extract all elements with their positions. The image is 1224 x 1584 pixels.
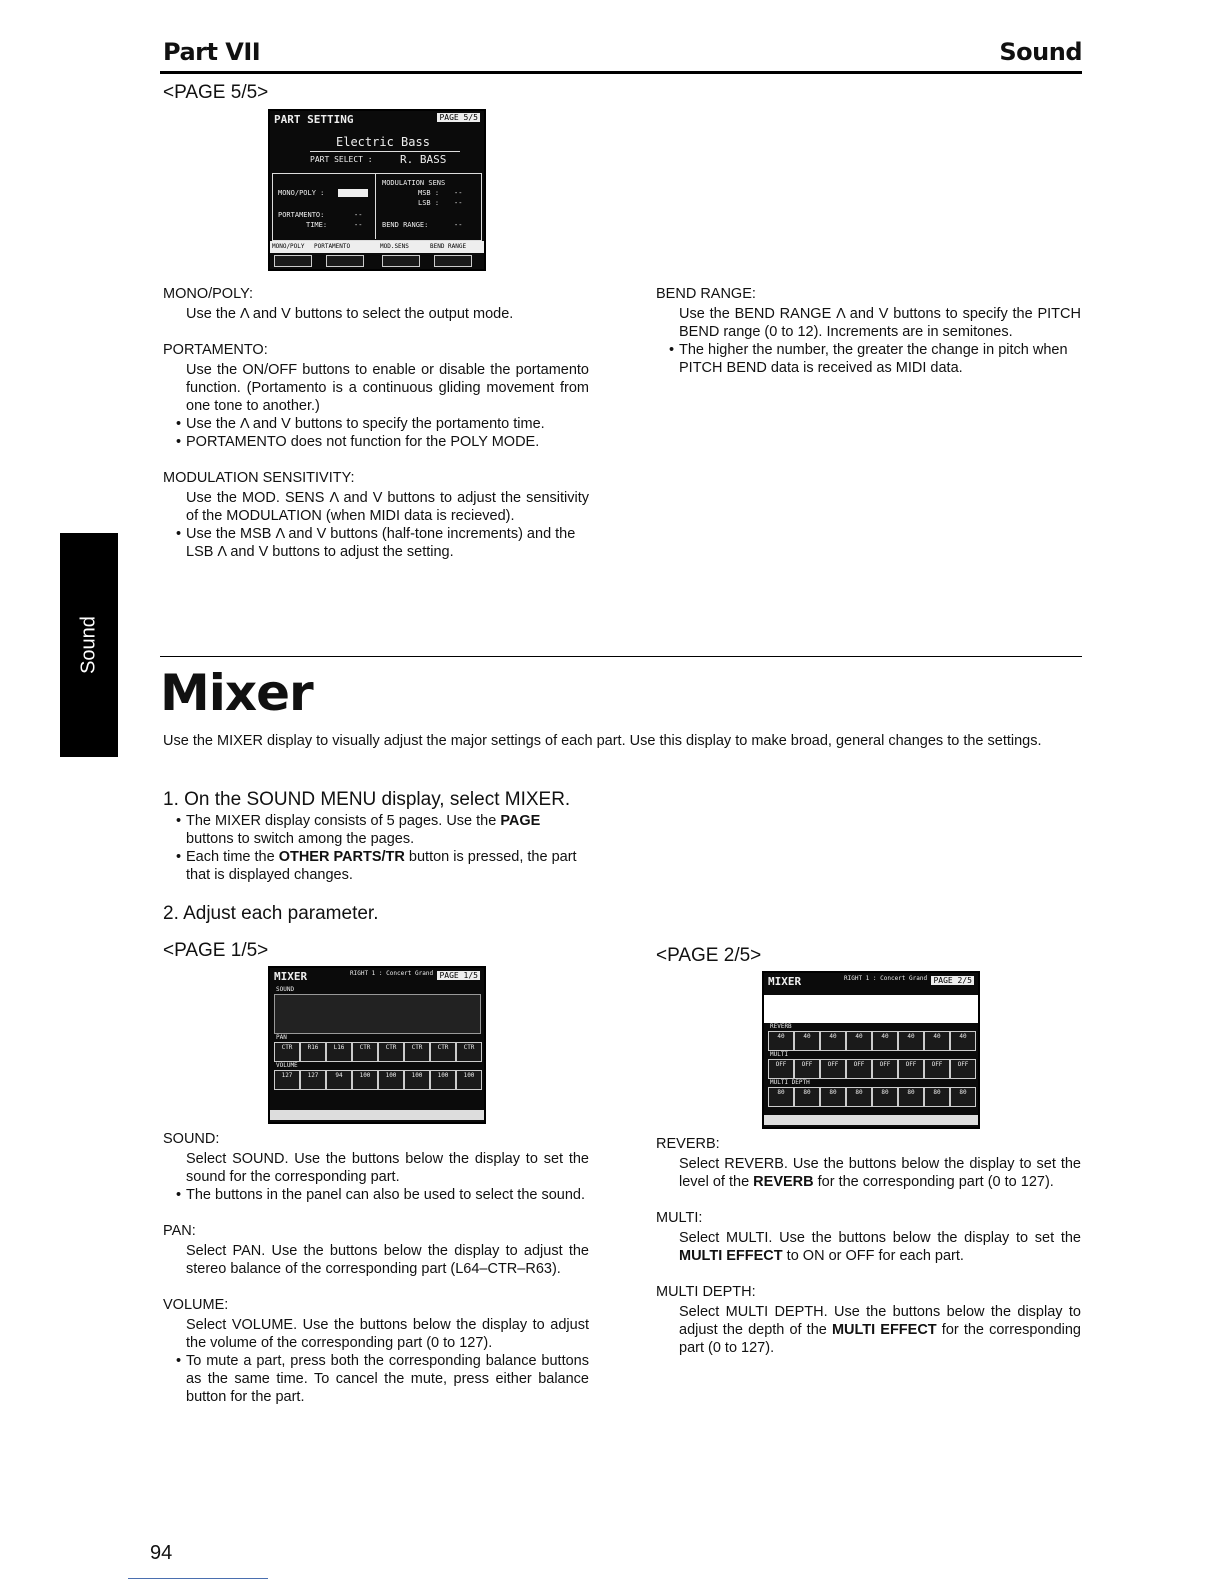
multi-text-post: to ON or OFF for each part. <box>782 1248 964 1264</box>
lcd2-reverb-value: 40 <box>803 1033 811 1040</box>
multi-text-bold: MULTI EFFECT <box>679 1248 783 1264</box>
lcd2-depth-cell <box>846 1087 872 1107</box>
lcd2-sub: RIGHT 1 : Concert Grand <box>844 975 928 982</box>
pan-text: Select PAN. Use the buttons below the display to adjust the stereo balance of the corresponding part (L64–CTR–R63). <box>186 1243 589 1277</box>
lcd1-volume-value: 100 <box>385 1072 397 1079</box>
multi-text-pre: Select MULTI. Use the buttons below the display to set the <box>679 1230 1081 1246</box>
steps <box>163 788 589 926</box>
step-1-bullet-2-tail: button is pressed, the part that is displayed changes. <box>186 849 577 883</box>
lcd2-reverb-cell <box>924 1031 950 1051</box>
lcd-divider <box>375 173 376 239</box>
part-heading: Part VII <box>163 38 261 66</box>
lcd-msb-value: -- <box>454 189 463 197</box>
lcd1-volume-cell <box>378 1070 404 1090</box>
side-tab <box>60 533 118 757</box>
lcd2-footer <box>764 1115 978 1125</box>
portamento-bullet-2: • PORTAMENTO does not function for the POLY MODE. <box>163 433 589 451</box>
pan-heading: PAN: <box>163 1223 196 1239</box>
bend-range-text: Use the BEND RANGE Λ and V buttons to specify the PITCH BEND range (0 to 12). Increments are in semitones. <box>679 306 1081 340</box>
step-1-bullet-1-text: The MIXER display consists of 5 pages. Use the <box>186 813 501 829</box>
lcd2-reverb-cell <box>950 1031 976 1051</box>
lcd-sound-name: Electric Bass <box>336 135 430 149</box>
lcd2-multi-cell <box>898 1059 924 1079</box>
mixer-title: Mixer <box>160 664 313 722</box>
lcd2-multi-cell <box>924 1059 950 1079</box>
lcd1-volume-cell <box>430 1070 456 1090</box>
lcd-bend-value: -- <box>454 221 463 229</box>
header-rule <box>160 71 1082 74</box>
lcd1-volume-value: 100 <box>463 1072 475 1079</box>
lcd2-multi-value: OFF <box>853 1061 865 1068</box>
lcd2-multi-cell <box>768 1059 794 1079</box>
lcd-footer-1: MONO/POLY <box>272 243 305 250</box>
multi-text <box>656 1229 1081 1265</box>
lcd-time-value: -- <box>354 221 363 229</box>
lcd-mod-sens: MODULATION SENS <box>382 179 446 187</box>
mixer-intro: Use the MIXER display to visually adjust the major settings of each part. Use this display to make broad, general changes to the settings. <box>163 733 1042 749</box>
step-2: 2. Adjust each parameter. <box>163 903 379 924</box>
step-1-bullet-2-text: Each time the <box>186 849 279 865</box>
sound-bullet-1: • The buttons in the panel can also be used to select the sound. <box>163 1186 589 1204</box>
lcd2-depth-value: 80 <box>855 1089 863 1096</box>
lcd2-depth-value: 80 <box>907 1089 915 1096</box>
lcd1-pan-value: CTR <box>463 1044 475 1051</box>
lcd2-depth-value: 80 <box>829 1089 837 1096</box>
page-number: 94 <box>150 1542 173 1564</box>
lcd1-volume-value: 100 <box>359 1072 371 1079</box>
lcd1-section-pan: PAN <box>276 1034 287 1041</box>
lcd1-volume-cell <box>274 1070 300 1090</box>
page-2-label: <PAGE 2/5> <box>656 945 762 966</box>
lcd1-volume-cell <box>352 1070 378 1090</box>
step-1-bullet-2-bold: OTHER PARTS/TR <box>278 849 405 865</box>
portamento-bullet-1: • Use the Λ and V buttons to specify the portamento time. <box>163 415 589 433</box>
lcd2-reverb-value: 40 <box>933 1033 941 1040</box>
mod-sens-bullet-1: • Use the MSB Λ and V buttons (half-tone increments) and the LSB Λ and V buttons to adjust the setting. <box>163 525 589 561</box>
lcd2-depth-cell <box>820 1087 846 1107</box>
lcd2-depth-cell <box>950 1087 976 1107</box>
lcd2-multi-value: OFF <box>905 1061 917 1068</box>
reverb-heading: REVERB: <box>656 1136 720 1152</box>
volume-heading: VOLUME: <box>163 1297 229 1313</box>
mod-sens-heading: MODULATION SENSITIVITY: <box>163 470 355 486</box>
lcd2-multi-cell <box>794 1059 820 1079</box>
lcd1-pan-value: CTR <box>281 1044 293 1051</box>
sound-text: Select SOUND. Use the buttons below the display to set the sound for the corresponding part. <box>186 1151 589 1185</box>
step-1: 1. On the SOUND MENU display, select MIXER. <box>163 789 571 810</box>
multi-heading: MULTI: <box>656 1210 703 1226</box>
lcd-footer-4: BEND RANGE <box>430 243 467 250</box>
page-5-label: <PAGE 5/5> <box>163 82 269 103</box>
lcd-title: PART SETTING <box>274 113 354 126</box>
lcd2-reverb-value: 40 <box>881 1033 889 1040</box>
lcd1-pan-cell <box>430 1042 456 1062</box>
lcd1-volume-cell <box>326 1070 352 1090</box>
lcd2-reverb-cell <box>794 1031 820 1051</box>
step-1-bullet-1-tail: buttons to switch among the pages. <box>186 831 415 847</box>
multi-depth-text-post: for the corresponding part (0 to 127). <box>679 1322 1081 1356</box>
bend-range-bullet-1: • The higher the number, the greater the change in pitch when PITCH BEND data is received as MIDI data. <box>656 341 1081 377</box>
lcd1-pan-cell <box>274 1042 300 1062</box>
lcd2-multi-value: OFF <box>879 1061 891 1068</box>
lcd1-sound-list <box>274 994 481 1034</box>
lcd-footer-3: MOD.SENS <box>380 243 409 250</box>
lcd2-depth-cell <box>794 1087 820 1107</box>
lcd1-pan-value: CTR <box>385 1044 397 1051</box>
lcd1-page: PAGE 1/5 <box>439 971 478 980</box>
lcd-part-select: PART SELECT : <box>310 155 373 164</box>
lcd2-multi-value: OFF <box>775 1061 787 1068</box>
portamento-text: Use the ON/OFF buttons to enable or disable the portamento function. (Portamento is a continuous gliding movement from one tone to another.) <box>186 362 589 414</box>
lcd2-multi-cell <box>950 1059 976 1079</box>
lcd2-depth-value: 80 <box>933 1089 941 1096</box>
mod-sens-text: Use the MOD. SENS Λ and V buttons to adjust the sensitivity of the MODULATION (when MIDI data is recieved). <box>186 490 589 524</box>
lcd2-depth-cell <box>768 1087 794 1107</box>
lcd1-volume-cell <box>404 1070 430 1090</box>
side-tab-label: Sound <box>77 616 100 674</box>
lcd1-pan-value: CTR <box>437 1044 449 1051</box>
multi-depth-text-bold: MULTI EFFECT <box>831 1322 937 1338</box>
volume-text: Select VOLUME. Use the buttons below the display to adjust the volume of the corresponding part (0 to 127). <box>186 1317 589 1351</box>
mono-poly-heading: MONO/POLY: <box>163 286 253 302</box>
lcd1-volume-value: 127 <box>307 1072 319 1079</box>
lcd1-footer <box>270 1110 484 1120</box>
step-1-bullet-1-bold: PAGE <box>500 813 541 829</box>
lcd2-section-multi: MULTI <box>770 1051 789 1058</box>
multi-depth-heading: MULTI DEPTH: <box>656 1284 756 1300</box>
footer-link-rule <box>128 1578 268 1579</box>
lcd-portamento-value: -- <box>354 211 363 219</box>
section-heading: Sound <box>999 38 1082 66</box>
lcd1-sub: RIGHT 1 : Concert Grand <box>350 970 434 977</box>
lcd2-multi-cell <box>846 1059 872 1079</box>
lcd-button-4 <box>434 255 472 267</box>
top-right-column <box>656 285 1081 395</box>
lcd-page: PAGE 5/5 <box>439 113 478 122</box>
lcd1-volume-cell <box>456 1070 482 1090</box>
lcd-lsb-value: -- <box>454 199 463 207</box>
lcd-param-box <box>272 173 482 241</box>
lcd-time: TIME: <box>306 221 328 229</box>
lcd1-volume-value: 100 <box>411 1072 423 1079</box>
lcd2-title: MIXER <box>768 975 802 988</box>
lcd-footer-2: PORTAMENTO <box>314 243 351 250</box>
lcd2-reverb-value: 40 <box>959 1033 967 1040</box>
step-1-bullet-2 <box>163 848 589 884</box>
mixer-page-2-display <box>762 971 980 1129</box>
mixer-rule <box>160 656 1082 657</box>
lcd-part-value: R. BASS <box>400 153 447 166</box>
lcd-lsb: LSB : <box>418 199 440 207</box>
mono-poly-text: Use the Λ and V buttons to select the output mode. <box>186 306 514 322</box>
lcd2-page: PAGE 2/5 <box>933 976 972 985</box>
lcd2-depth-cell <box>924 1087 950 1107</box>
lcd1-pan-cell <box>404 1042 430 1062</box>
sound-heading: SOUND: <box>163 1131 220 1147</box>
lcd1-section-volume: VOLUME <box>276 1062 298 1069</box>
lcd1-pan-value: L16 <box>333 1044 345 1051</box>
lcd2-section-depth: MULTI DEPTH <box>770 1079 810 1086</box>
lcd1-pan-cell <box>326 1042 352 1062</box>
lcd1-volume-value: 127 <box>281 1072 293 1079</box>
lcd2-reverb-cell <box>820 1031 846 1051</box>
lcd1-pan-value: CTR <box>359 1044 371 1051</box>
mixer-right-column <box>656 1135 1081 1375</box>
lcd-button-3 <box>382 255 420 267</box>
lcd1-pan-cell <box>300 1042 326 1062</box>
lcd-button-1 <box>274 255 312 267</box>
lcd1-pan-value: CTR <box>411 1044 423 1051</box>
multi-depth-text-pre: Select MULTI DEPTH. Use the buttons below the display to adjust the depth of the <box>679 1304 1081 1338</box>
lcd2-multi-cell <box>872 1059 898 1079</box>
lcd1-pan-cell <box>378 1042 404 1062</box>
lcd2-reverb-value: 40 <box>829 1033 837 1040</box>
lcd2-reverb-value: 40 <box>907 1033 915 1040</box>
lcd2-depth-cell <box>872 1087 898 1107</box>
lcd2-depth-value: 80 <box>777 1089 785 1096</box>
part-setting-display <box>268 109 486 271</box>
lcd2-multi-cell <box>820 1059 846 1079</box>
reverb-text-pre: Select REVERB. Use the buttons below the display to set the level of the <box>679 1156 1081 1190</box>
volume-bullet-1: • To mute a part, press both the corresponding balance buttons as the same time. To cancel the mute, press either balance button for the part. <box>163 1352 589 1406</box>
lcd1-section-sound: SOUND <box>276 986 295 993</box>
lcd-mono-poly-value <box>338 189 368 197</box>
lcd2-depth-cell <box>898 1087 924 1107</box>
lcd2-depth-value: 80 <box>803 1089 811 1096</box>
lcd-portamento: PORTAMENTO: <box>278 211 325 219</box>
lcd2-blank-area <box>764 995 978 1023</box>
portamento-heading: PORTAMENTO: <box>163 342 268 358</box>
lcd1-volume-value: 94 <box>335 1072 343 1079</box>
lcd2-multi-value: OFF <box>801 1061 813 1068</box>
lcd1-pan-cell <box>352 1042 378 1062</box>
lcd2-multi-value: OFF <box>931 1061 943 1068</box>
lcd2-reverb-value: 40 <box>855 1033 863 1040</box>
lcd2-reverb-cell <box>898 1031 924 1051</box>
multi-depth-text <box>656 1303 1081 1357</box>
lcd2-reverb-cell <box>872 1031 898 1051</box>
lcd1-pan-value: R16 <box>307 1044 319 1051</box>
lcd-msb: MSB : <box>418 189 440 197</box>
page-1-label: <PAGE 1/5> <box>163 940 269 961</box>
mixer-page-1-display <box>268 966 486 1124</box>
lcd-sound-underline <box>310 151 460 152</box>
lcd1-volume-value: 100 <box>437 1072 449 1079</box>
bend-range-heading: BEND RANGE: <box>656 286 756 302</box>
reverb-text <box>656 1155 1081 1191</box>
top-left-column <box>163 285 589 579</box>
lcd2-section-reverb: REVERB <box>770 1023 792 1030</box>
lcd2-reverb-cell <box>846 1031 872 1051</box>
lcd-bend-range: BEND RANGE: <box>382 221 429 229</box>
lcd2-reverb-value: 40 <box>777 1033 785 1040</box>
lcd-mono-poly: MONO/POLY : <box>278 189 325 197</box>
lcd2-multi-value: OFF <box>827 1061 839 1068</box>
lcd1-pan-cell <box>456 1042 482 1062</box>
lcd2-multi-value: OFF <box>957 1061 969 1068</box>
reverb-text-post: for the corresponding part (0 to 127). <box>813 1174 1054 1190</box>
lcd2-depth-value: 80 <box>959 1089 967 1096</box>
lcd1-volume-cell <box>300 1070 326 1090</box>
mixer-left-column <box>163 1130 589 1424</box>
lcd1-title: MIXER <box>274 970 308 983</box>
step-1-bullet-1 <box>163 812 589 848</box>
lcd-button-2 <box>326 255 364 267</box>
lcd2-depth-value: 80 <box>881 1089 889 1096</box>
reverb-text-bold: REVERB <box>753 1174 814 1190</box>
lcd2-reverb-cell <box>768 1031 794 1051</box>
